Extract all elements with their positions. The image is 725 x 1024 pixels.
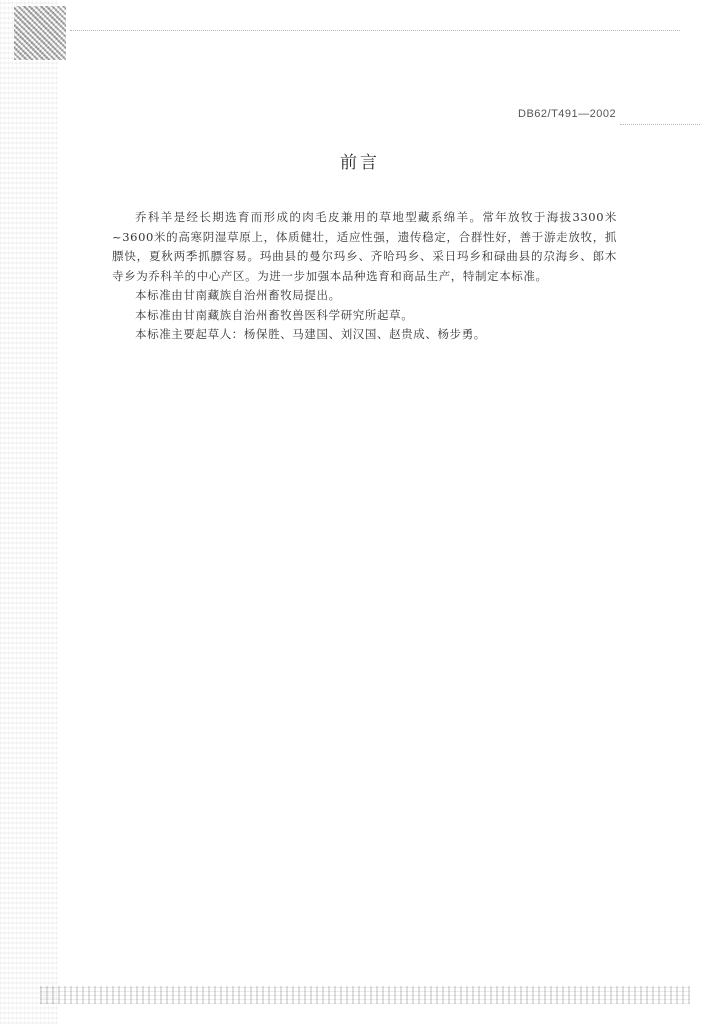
scan-noise-left [0,0,58,1024]
scan-noise-bottom [40,986,690,1004]
top-rule [70,30,680,31]
paragraph-intro: 乔科羊是经长期选育而形成的肉毛皮兼用的草地型藏系绵羊。常年放牧于海拔3300米~3600米的高寒阴湿草原上，体质健壮，适应性强，遗传稳定，合群性好，善于游走放牧，抓膘快，夏秋两季抓膘容易。玛曲县的曼尔玛乡、齐哈玛乡、采日玛乡和碌曲县的尕海乡、郎木寺乡为乔科羊的中心产区。为进一步加强本品种选育和商品生产，特制定本标准。 [112,210,617,283]
paragraph-drafter: 本标准由甘南藏族自治州畜牧兽医科学研究所起草。 [135,307,414,322]
paragraph-authors: 本标准主要起草人：杨保胜、马建国、刘汉国、赵贵成、杨步勇。 [135,327,486,341]
foreword-body [112,208,617,345]
header-rule [620,124,700,125]
scan-blotch [14,6,66,60]
standard-code: DB62/T491—2002 [518,108,617,120]
paragraph-proposer: 本标准由甘南藏族自治州畜牧局提出。 [135,288,341,302]
page-title: 前言 [340,153,380,173]
